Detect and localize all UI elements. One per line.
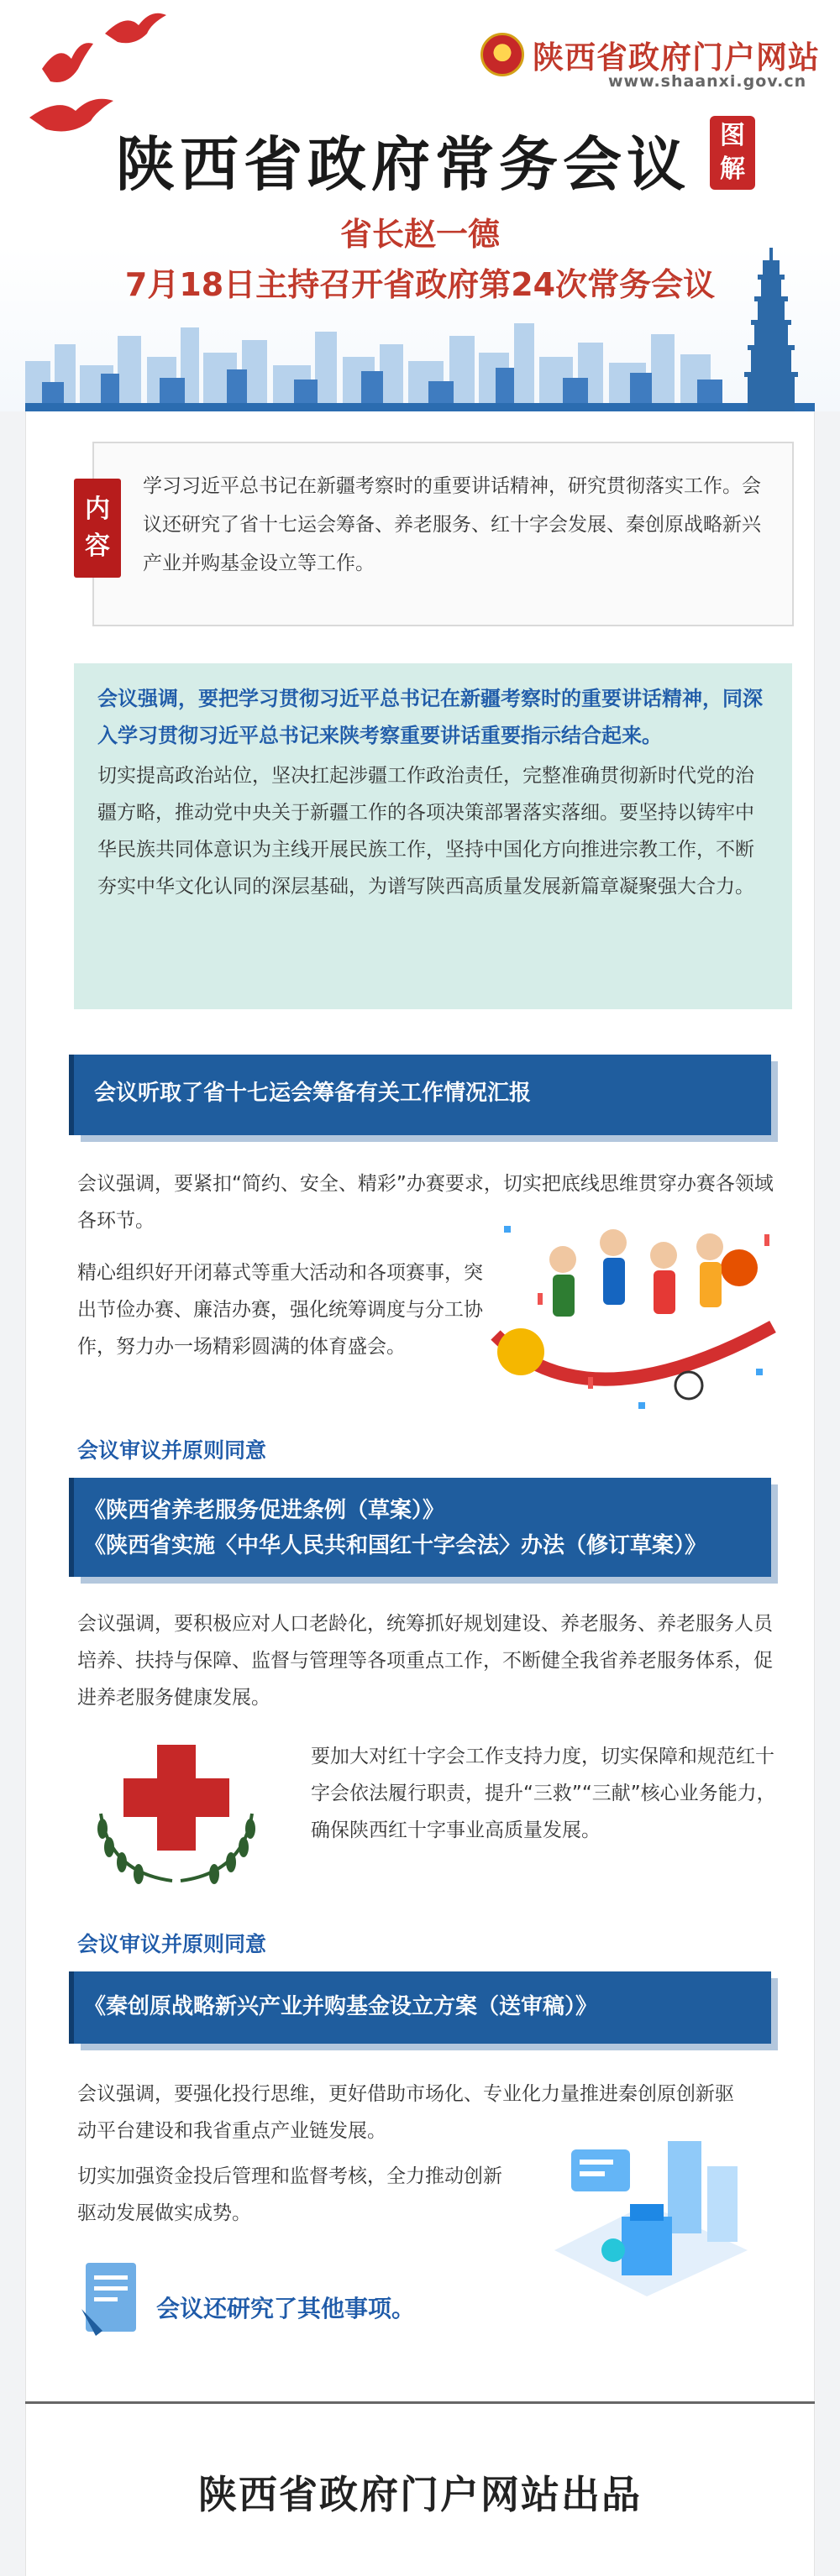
section2-label: 会议审议并原则同意	[77, 1438, 267, 1463]
content-summary: 学习习近平总书记在新疆考察时的重要讲话精神，研究贯彻落实工作。会议还研究了省十七运会筹备、养老服务、红十字会发展、秦创原战略新兴产业并购基金设立等工作。	[143, 475, 761, 574]
content-tag-char: 容	[85, 531, 110, 561]
footer-divider	[25, 2401, 815, 2404]
site-logo[interactable]	[480, 32, 820, 77]
dove-icon	[25, 92, 118, 139]
subtitle-line-1: 省长赵一德	[339, 216, 500, 253]
section-banner-games: 会议听取了省十七运会筹备有关工作情况汇报	[74, 1055, 771, 1135]
document-icon	[77, 2259, 144, 2343]
sports-illustration-icon	[487, 1209, 781, 1419]
section-banner-fund: 《秦创原战略新兴产业并购基金设立方案（送审稿）》	[74, 1971, 771, 2044]
red-cross-icon	[67, 1730, 286, 1898]
city-skyline-icon	[25, 319, 815, 411]
site-url[interactable]: www.shaanxi.gov.cn	[608, 72, 807, 91]
regulation-title-1: 《陕西省养老服务促进条例（草案）》	[84, 1498, 445, 1523]
highlight-box	[74, 663, 792, 1009]
site-name: 陕西省政府门户网站	[533, 39, 820, 76]
tujie-tag-char: 图	[720, 121, 745, 150]
page-title: 陕西省政府常务会议	[116, 129, 690, 199]
national-emblem-icon	[480, 33, 524, 76]
section2-para1: 会议强调，要积极应对人口老龄化，统筹抓好规划建设、养老服务、养老服务人员培养、扶持与保障、监督与管理等各项重点工作，不断健全我省养老服务体系，促进养老服务健康发展。	[77, 1613, 773, 1709]
section-banner-regulations	[74, 1478, 771, 1577]
section1-para1: 会议强调，要紧扣“简约、安全、精彩”办赛要求，切实把底线思维贯穿办赛各领域各环节。	[77, 1173, 774, 1232]
section2-para2: 要加大对红十字会工作支持力度，切实保障和规范红十字会依法履行职责，提升“三救”“三献”核心业务能力，确保陕西红十字事业高质量发展。	[311, 1746, 776, 1841]
dove-icon	[101, 8, 168, 50]
section3-label: 会议审议并原则同意	[77, 1932, 267, 1956]
dove-icon	[38, 35, 97, 90]
content-tag-char: 内	[85, 495, 110, 524]
tech-platform-illustration-icon	[521, 2124, 773, 2317]
highlight-text: 切实提高政治站位，坚决扛起涉疆工作政治责任，完整准确贯彻新时代党的治疆方略，推动党中央关于新疆工作的各项决策部署落实落细。要坚持以铸牢中华民族共同体意识为主线开展民族工作，坚持中国化方向推进宗教工作，不断夯实中华文化认同的深层基础，为谱写陕西高质量发展新篇章凝聚强大合力。	[97, 765, 754, 898]
subtitle-line-2: 7月18日主持召开省政府第24次常务会议	[124, 266, 716, 303]
pagoda-icon	[738, 248, 805, 411]
section3-para1: 会议强调，要强化投行思维，更好借助市场化、专业化力量推进秦创原创新驱动平台建设和我省重点产业链发展。	[77, 2083, 734, 2142]
section3-para2: 切实加强资金投后管理和监督考核，全力推动创新驱动发展做实成势。	[77, 2165, 502, 2224]
other-matters-text: 会议还研究了其他事项。	[156, 2295, 416, 2322]
footer-credit: 陕西省政府门户网站出品	[198, 2472, 642, 2517]
content-tag	[74, 479, 121, 578]
regulation-title-2: 《陕西省实施〈中华人民共和国红十字会法〉办法（修订草案）》	[84, 1533, 707, 1558]
tujie-tag	[710, 116, 755, 190]
section1-para2: 精心组织好开闭幕式等重大活动和各项赛事，突出节俭办赛、廉洁办赛，强化统筹调度与分工协作，努力办一场精彩圆满的体育盛会。	[77, 1262, 483, 1358]
header	[0, 0, 840, 411]
tujie-tag-char: 解	[720, 154, 745, 184]
highlight-emphasis: 会议强调，要把学习贯彻习近平总书记在新疆考察时的重要讲话精神，同深入学习贯彻习近平总书记来陕考察重要讲话重要指示结合起来。	[97, 687, 763, 747]
